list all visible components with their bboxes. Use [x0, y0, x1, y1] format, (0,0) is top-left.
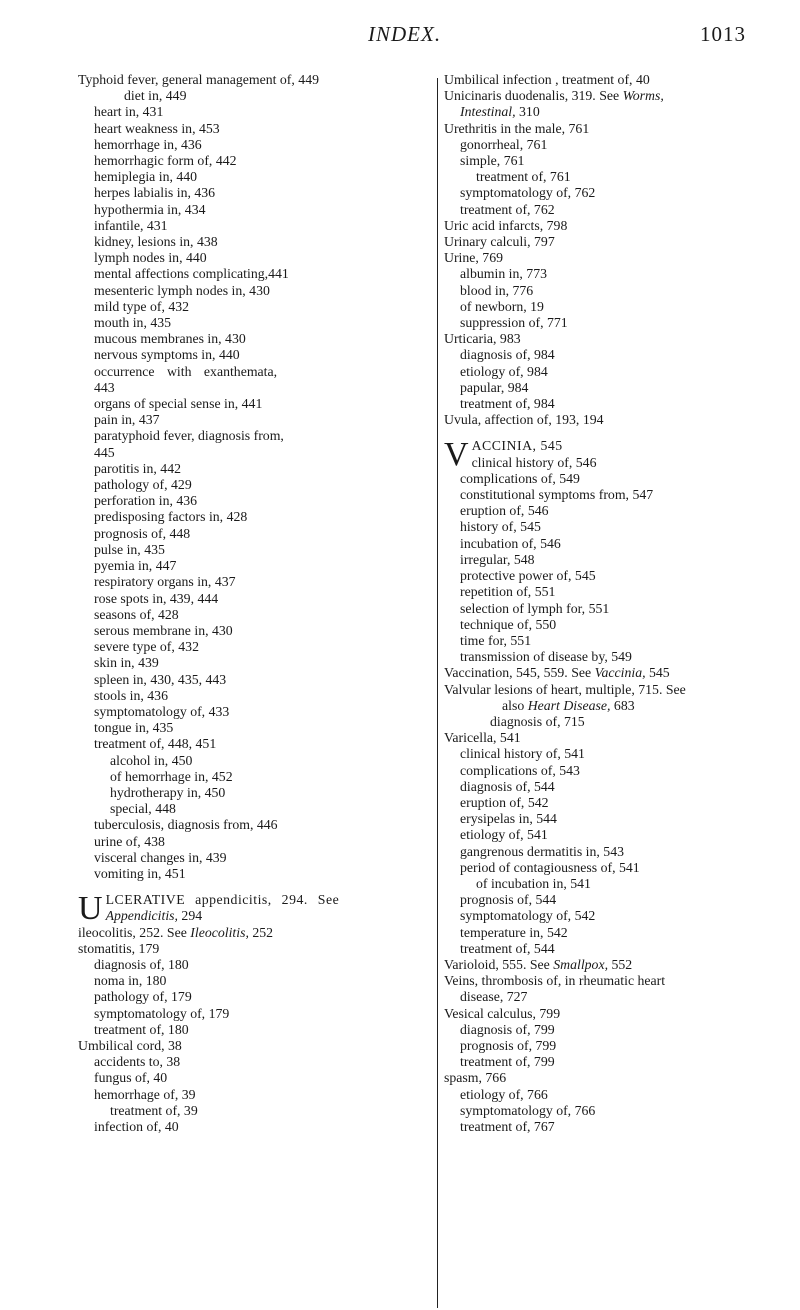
index-entry: symptomatology of, 762 [460, 185, 596, 201]
index-entry: symptomatology of, 542 [460, 908, 596, 924]
index-entry: mucous membranes in, 430 [94, 331, 246, 347]
index-entry: treatment of, 39 [110, 1102, 198, 1118]
cross-reference: Intestinal, [460, 104, 516, 120]
index-entry: mental affections complicating,441 [94, 266, 289, 282]
index-entry: Valvular lesions of heart, multiple, 715. See [444, 681, 686, 697]
index-entry: organs of special sense in, 441 [94, 396, 263, 412]
index-entry: parotitis in, 442 [94, 460, 181, 476]
cross-reference: Vaccinia, [594, 665, 646, 681]
cross-reference: Appendicitis, [105, 908, 178, 924]
section-u [78, 890, 426, 928]
index-entry: LCERATIVE appendicitis, 294. See [105, 892, 340, 908]
index-entry: Typhoid fever, general management of, 449 [78, 72, 319, 87]
index-entry: Veins, thrombosis of, in rheumatic heart [444, 973, 666, 989]
cross-reference: Worms, [622, 88, 664, 104]
index-entry: fungus of, 40 [94, 1070, 168, 1086]
index-entry: spleen in, 430, 435, 443 [94, 671, 227, 687]
index-entry: mild type of, 432 [94, 298, 190, 314]
index-entry: eruption of, 542 [460, 794, 549, 810]
index-entry: perforation in, 436 [94, 493, 198, 509]
index-entry: time for, 551 [460, 632, 532, 648]
index-entry: treatment of, 180 [94, 1021, 189, 1037]
index-entry: protective power of, 545 [460, 568, 596, 584]
index-entry: technique of, 550 [460, 616, 557, 632]
index-entry: hemorrhagic form of, 442 [94, 153, 237, 169]
index-entry: Unicinaris duodenalis, 319. See Worms, [444, 88, 664, 104]
index-entry: occurrence with exanthemata, [94, 363, 278, 379]
index-entry: albumin in, 773 [460, 266, 547, 282]
index-entry: temperature in, 542 [460, 924, 568, 940]
index-entry: treatment of, 761 [476, 169, 571, 185]
index-entry-continuation: also Heart Disease, 683 [502, 697, 635, 713]
index-entry-continuation [78, 908, 426, 924]
index-entry: Umbilical infection , treatment of, 40 [444, 72, 650, 87]
index-entry: heart weakness in, 453 [94, 120, 220, 136]
index-entry: repetition of, 551 [460, 584, 556, 600]
index-entry: mouth in, 435 [94, 315, 172, 331]
index-entry: pulse in, 435 [94, 541, 165, 557]
index-entry: eruption of, 546 [460, 503, 549, 519]
index-entry: suppression of, 771 [460, 315, 568, 331]
index-entry: etiology of, 541 [460, 827, 548, 843]
index-entry: complications of, 543 [460, 762, 580, 778]
index-entry: prognosis of, 448 [94, 525, 191, 541]
index-entry: symptomatology of, 179 [94, 1005, 230, 1021]
index-entry: predisposing factors in, 428 [94, 509, 248, 525]
index-entry: Urine, 769 [444, 250, 504, 266]
index-entry: visceral changes in, 439 [94, 849, 227, 865]
index-entry: of hemorrhage in, 452 [110, 768, 233, 784]
index-entry: stomatitis, 179 [78, 940, 160, 956]
index-entry: irregular, 548 [460, 551, 535, 567]
index-entry: severe type of, 432 [94, 639, 199, 655]
index-entry: simple, 761 [460, 153, 525, 169]
index-entry: Varicella, 541 [444, 730, 521, 746]
index-entry: treatment of, 984 [460, 396, 555, 412]
index-entry: special, 448 [110, 801, 176, 817]
index-entry: period of contagiousness of, 541 [460, 859, 640, 875]
index-entry: symptomatology of, 766 [460, 1102, 596, 1118]
index-entry: Vesical calculus, 799 [444, 1005, 561, 1021]
index-entry: pathology of, 429 [94, 477, 192, 493]
index-entry: gonorrheal, 761 [460, 136, 548, 152]
index-entry: lymph nodes in, 440 [94, 250, 207, 266]
index-entry: history of, 545 [460, 519, 541, 535]
index-entry: treatment of, 799 [460, 1054, 555, 1070]
index-entry: rose spots in, 439, 444 [94, 590, 219, 606]
index-entry: diet in, 449 [124, 88, 187, 104]
index-entry: of newborn, 19 [460, 298, 544, 314]
page-ref: 294 [177, 908, 203, 924]
index-entry: incubation of, 546 [460, 535, 561, 551]
index-entry: vomiting in, 451 [94, 865, 186, 881]
drop-cap-v: V [444, 436, 469, 474]
index-entry: selection of lymph for, 551 [460, 600, 610, 616]
index-entry: etiology of, 984 [460, 363, 548, 379]
index-entry: heart in, 431 [94, 104, 164, 120]
index-entry-continuation: disease, 727 [460, 989, 528, 1005]
page-number: 1013 [700, 22, 746, 46]
index-entry: etiology of, 766 [460, 1086, 548, 1102]
index-entry: erysipelas in, 544 [460, 811, 557, 827]
index-entry: symptomatology of, 433 [94, 703, 230, 719]
index-entry: Uvula, affection of, 193, 194 [444, 412, 604, 428]
index-entry: spasm, 766 [444, 1070, 507, 1086]
index-entry: diagnosis of, 984 [460, 347, 555, 363]
index-entry: serous membrane in, 430 [94, 622, 233, 638]
index-entry: alcohol in, 450 [110, 752, 193, 768]
index-entry: of incubation in, 541 [476, 875, 591, 891]
index-entry: clinical history of, 541 [460, 746, 585, 762]
index-entry: respiratory organs in, 437 [94, 574, 236, 590]
index-entry: urine of, 438 [94, 833, 165, 849]
index-entry: Uric acid infarcts, 798 [444, 217, 568, 233]
index-entry: nervous symptoms in, 440 [94, 347, 240, 363]
index-entry: Urticaria, 983 [444, 331, 521, 347]
index-entry: prognosis of, 799 [460, 1037, 557, 1053]
index-entry: hypothermia in, 434 [94, 201, 206, 217]
index-entry: complications of, 549 [460, 470, 580, 486]
index-entry: Varioloid, 555. See Smallpox, 552 [444, 956, 633, 972]
index-entry: treatment of, 767 [460, 1119, 555, 1134]
index-entry: kidney, lesions in, 438 [94, 234, 218, 250]
index-entry: treatment of, 544 [460, 940, 555, 956]
index-entry: pain in, 437 [94, 412, 160, 428]
drop-cap-u: U [78, 890, 103, 928]
index-entry: Umbilical cord, 38 [78, 1037, 182, 1053]
left-column [78, 72, 426, 1135]
index-entry: hydrotherapy in, 450 [110, 784, 226, 800]
index-entry: gangrenous dermatitis in, 543 [460, 843, 624, 859]
index-entry: constitutional symptoms from, 547 [460, 487, 654, 503]
index-entry: tongue in, 435 [94, 720, 174, 736]
right-column [444, 72, 774, 1135]
index-entry: ileocolitis, 252. See Ileocolitis, 252 [78, 924, 274, 940]
index-entry: skin in, 439 [94, 655, 159, 671]
index-entry-continuation: Intestinal, 310 [460, 104, 540, 120]
cross-reference: Smallpox, [553, 956, 609, 972]
index-entry: transmission of disease by, 549 [460, 649, 632, 665]
index-entry: hemorrhage in, 436 [94, 136, 202, 152]
index-entry: pyemia in, 447 [94, 558, 177, 574]
index-entry: papular, 984 [460, 379, 529, 395]
section-v [444, 436, 774, 474]
index-entry: blood in, 776 [460, 282, 534, 298]
index-entry: treatment of, 762 [460, 201, 555, 217]
index-entry: diagnosis of, 799 [460, 1021, 555, 1037]
index-entry: stools in, 436 [94, 687, 168, 703]
running-title: INDEX. [368, 22, 442, 46]
cross-reference: Heart Disease, [527, 697, 611, 713]
index-entry: Vaccination, 545, 559. See Vaccinia, 545 [444, 665, 670, 681]
index-entry: diagnosis of, 715 [490, 713, 585, 729]
page-header [0, 22, 800, 52]
index-entry: Urethritis in the male, 761 [444, 120, 590, 136]
index-entry: diagnosis of, 544 [460, 778, 555, 794]
index-entry: mesenteric lymph nodes in, 430 [94, 282, 270, 298]
index-entry: diagnosis of, 180 [94, 956, 189, 972]
index-entry: herpes labialis in, 436 [94, 185, 216, 201]
index-entry: paratyphoid fever, diagnosis from, [94, 428, 284, 444]
index-entry-continuation: 443 [94, 379, 115, 395]
index-entry: clinical history of, 546 [471, 454, 597, 470]
index-entry: hemiplegia in, 440 [94, 169, 198, 185]
index-entry: Urinary calculi, 797 [444, 234, 555, 250]
cross-reference: Ileocolitis, [190, 924, 249, 940]
index-entry: prognosis of, 544 [460, 892, 557, 908]
index-entry: seasons of, 428 [94, 606, 179, 622]
column-divider [437, 78, 438, 1308]
index-entry: infantile, 431 [94, 217, 168, 233]
index-entry: infection of, 40 [94, 1119, 179, 1134]
index-entry: pathology of, 179 [94, 989, 192, 1005]
index-entry: treatment of, 448, 451 [94, 736, 217, 752]
index-entry: ACCINIA, 545 [471, 438, 563, 454]
index-entry: hemorrhage of, 39 [94, 1086, 196, 1102]
index-entry: tuberculosis, diagnosis from, 446 [94, 817, 278, 833]
index-entry: noma in, 180 [94, 973, 167, 989]
index-entry-continuation: 445 [94, 444, 115, 460]
index-entry: accidents to, 38 [94, 1054, 181, 1070]
